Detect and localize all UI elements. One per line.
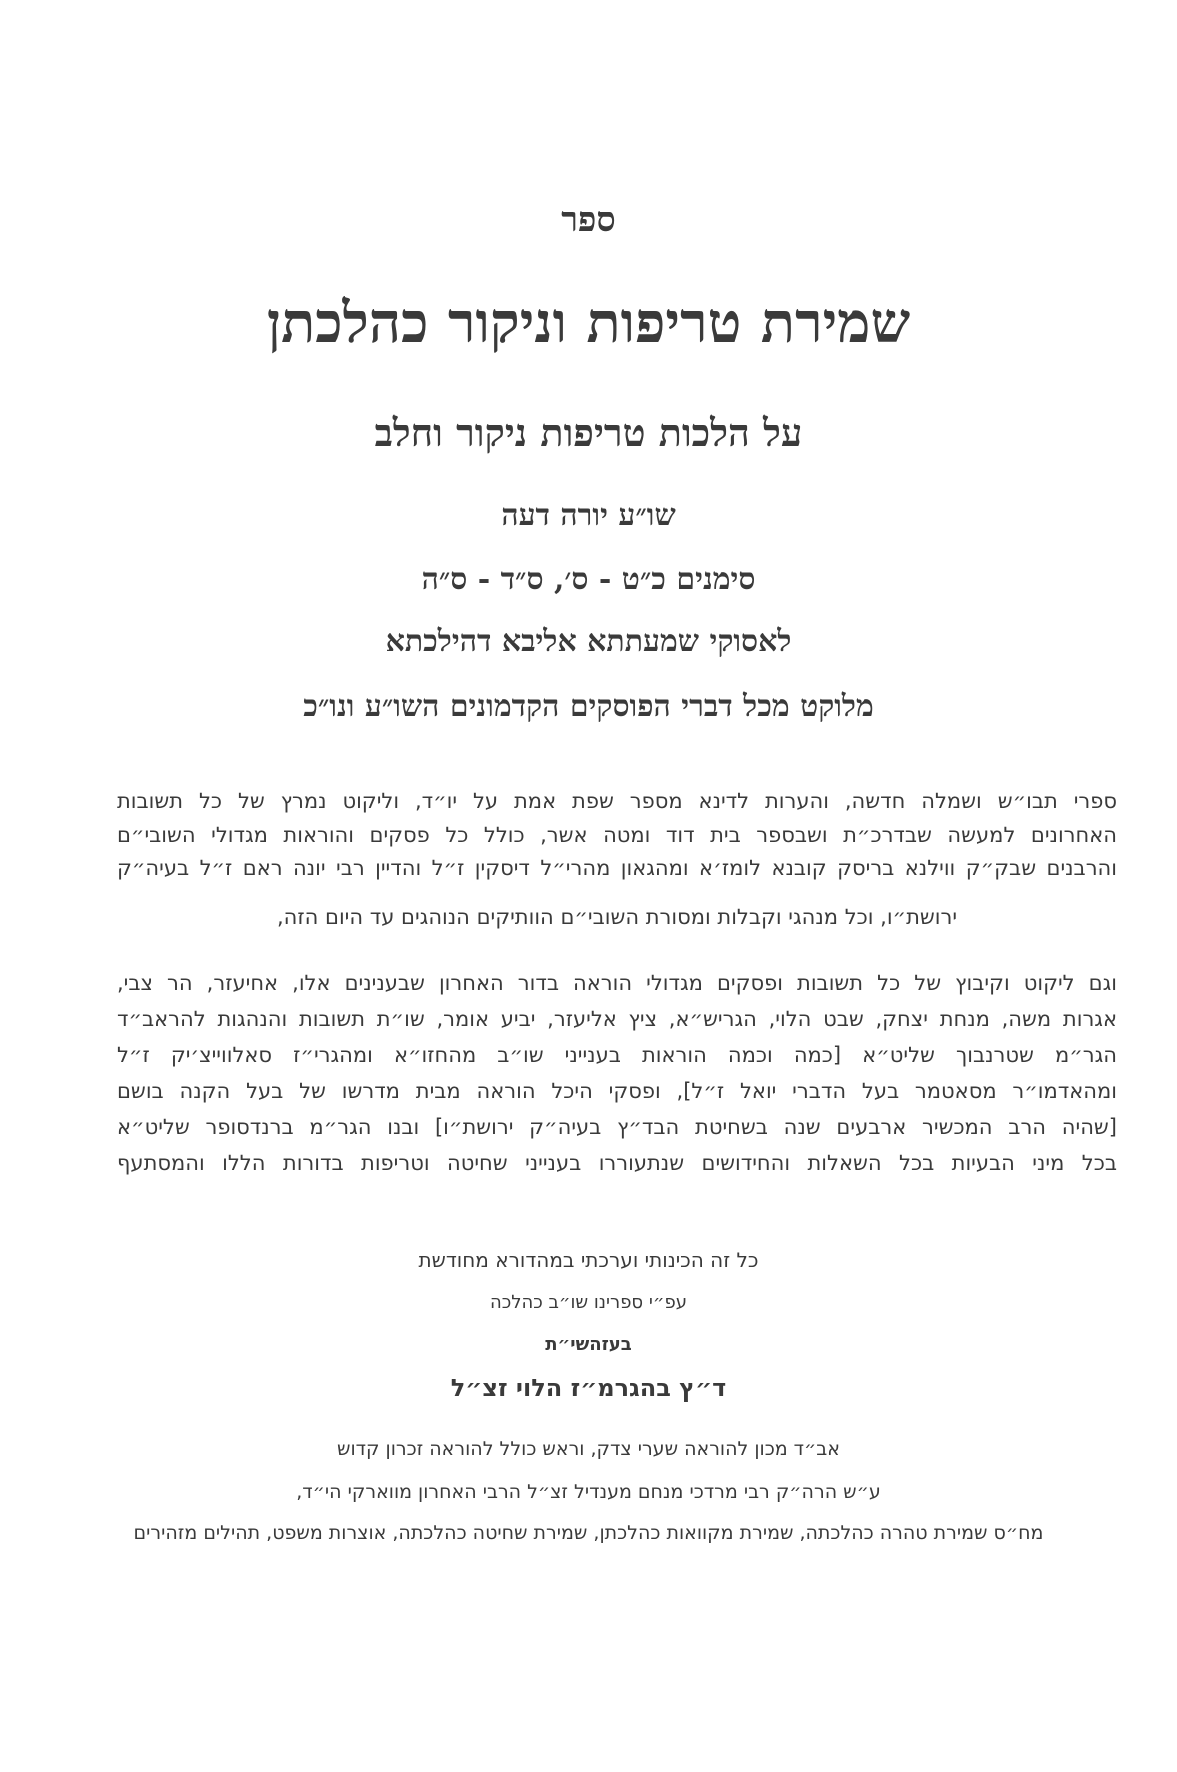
institution-named-after: ע״ש הרה״ק רבי מרדכי מנחם מענדיל זצ״ל הרבי האחרון מווארקי הי״ד, [296,1481,881,1503]
author-position: אב״ד מכון להוראה שערי צדק, וראש כולל להוראה זכרון קדוש [337,1438,840,1460]
paragraph-line: [שהיה הרב המכשיר ארבעים שנה בשחיטת הבד״ץ בעיה״ק ירושת״ו] ובנו הגר״מ ברנדסופר שליט״א [117,1115,1117,1139]
book-title: שמירת טריפות וניקור כהלכתן [266,290,911,356]
header-line: סימנים כ״ט - ס׳, ס״ד - ס״ה [421,562,756,597]
paragraph-line: בכל מיני הבעיות בכל השאלות והחידושים שנתעוררו בענייני שחיטה וטריפות בדורות הללו והמסתעף [117,1151,1117,1175]
paragraph-line: והרבנים שבק״ק ווילנא בריסק קובנא לומז׳א ומהגאון מהרי״ל דיסקין ז״ל והדיין רבי יונה ראם ז״ל בעיה״ק [117,856,1117,880]
paragraph-line: אגרות משה, מנחת יצחק, שבט הלוי, הגריש״א, ציץ אליעזר, יביע אומר, שו״ת תשובות והנהגות להראב״ד [117,1007,1117,1031]
paragraph-line: ספרי תבו״ש ושמלה חדשה, והערות לדינא מספר שפת אמת על יו״ד, וליקוט נמרץ של כל תשובות [117,789,1117,813]
compiled-note: כל זה הכינותי וערכתי במהדורא מחודשת [418,1248,759,1272]
paragraph-line: ומהאדמו״ר מסאטמר בעל הדברי יואל ז״ל], ופסקי היכל הוראה מבית מדרשו של בעל הקנה בושם [117,1079,1117,1103]
paragraph-line: ירושת״ו, וכל מנהגי וקבלות ומסורת השובי״ם הוותיקים הנוהגים עד היום הזה, [276,905,958,929]
book-subtitle: על הלכות טריפות ניקור וחלב [374,410,803,455]
paragraph-line: וגם ליקוט וקיבוץ של כל תשובות ופסקים מגדולי הוראה בדור האחרון שבענינים אלו, אחיעזר, הר צבי, [117,971,1117,995]
sefer-label: ספר [561,200,616,240]
header-line: לאסוקי שמעתתא אליבא דהילכתא [385,624,792,659]
based-on-note: עפ״י ספרינו שו״ב כהלכה [490,1292,687,1313]
other-works: מח״ס שמירת טהרה כהלכתה, שמירת מקוואות כהלכתן, שמירת שחיטה כהלכתה, אוצרות משפט, תהילים מזהירים [133,1522,1044,1544]
header-line: שו״ע יורה דעה [501,498,676,533]
header-line: מלוקט מכל דברי הפוסקים הקדמונים השו״ע ונו״כ [303,689,874,724]
paragraph-line: האחרונים למעשה שבדרכ״ת ושבספר בית דוד ומטה אשר, כולל כל פסקים והוראות מגדולי השובי״ם [117,823,1117,847]
with-help-note: בעזהשי״ת [545,1334,632,1355]
author-name: ד״ץ בהגרמ״ז הלוי זצ״ל [450,1374,727,1402]
paragraph-line: הגר״מ שטרנבוך שליט״א [כמה וכמה הוראות בענייני שו״ב מהחזו״א ומהגרי״ז סאלווייצ׳יק ז״ל [117,1043,1117,1067]
